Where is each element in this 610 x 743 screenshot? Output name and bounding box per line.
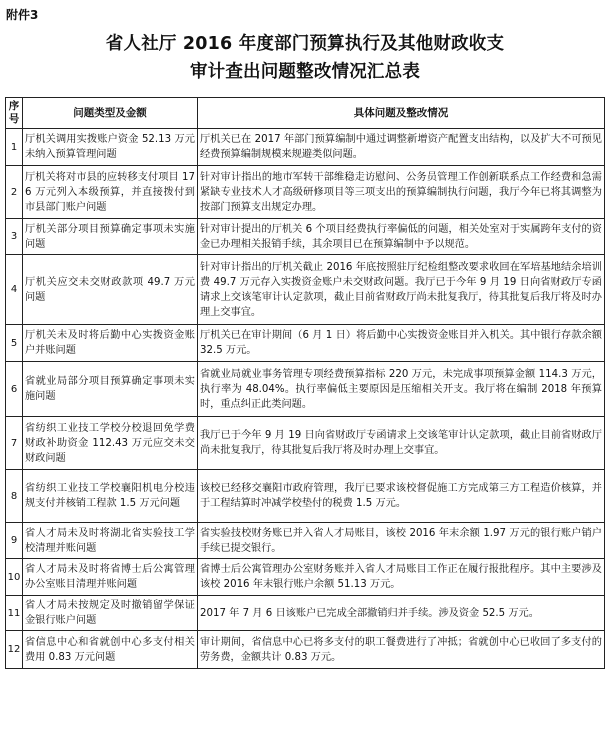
row-seq: 10 <box>6 559 23 596</box>
row-details: 省就业局就业事务管理专项经费预算指标 220 万元，未完成事项预算金额 114.3 万元，执行率为 48.04%。执行率偏低主要原因是压缩相关开支。我厅将在编制 2018 年预算时，重点纠正此类问题。 <box>198 362 605 417</box>
row-details: 针对审计提出的厅机关 6 个项目经费执行率偏低的问题，相关处室对于实属跨年支付的资金已办理相关报销手续，其余项目已在预算编制中予以规范。 <box>198 219 605 255</box>
row-problem-type: 厅机关应交未交财政款项 49.7 万元问题 <box>23 255 198 325</box>
row-details: 厅机关已在审计期间（6 月 1 日）将后勤中心实拨资金账目并入机关。其中银行存款余额 32.5 万元。 <box>198 325 605 362</box>
row-problem-type: 省纺织工业技工学校分校退回免学费财政补助资金 112.43 万元应交未交财政问题 <box>23 417 198 470</box>
table-row <box>6 166 605 219</box>
table-header-row <box>6 98 605 129</box>
row-details: 针对审计指出的厅机关截止 2016 年底按照驻厅纪检组整改要求收回在军培基地结余培训费 49.7 万元存入实拨资金账户未交财政问题。我厅已于今年 9 月 19 日向省财政厅专函请求上交该笔审计认定款项，截止目前省财政厅尚未批复我厅，待其批复后我厅将及时办理上交事宜。 <box>198 255 605 325</box>
table-row <box>6 596 605 631</box>
header-seq <box>6 98 23 129</box>
header-problem-type: 问题类型及金额 <box>23 98 198 129</box>
row-problem-type: 厅机关将对市县的应转移支付项目 176 万元列入本级预算，并直接拨付到市县部门账户问题 <box>23 166 198 219</box>
row-problem-type: 厅机关部分项目预算确定事项未实施问题 <box>23 219 198 255</box>
table-row <box>6 631 605 669</box>
row-details: 针对审计指出的地市军转干部维稳走访慰问、公务员管理工作创新联系点工作经费和急需紧缺专业技术人才高级研修项目等三项支出的预算编制执行问题，我厅今年已将其调整为按部门预算支出规定办理。 <box>198 166 605 219</box>
row-details: 省实验技校财务账已并入省人才局账目，该校 2016 年末余额 1.97 万元的银行账户销户手续已提交银行。 <box>198 523 605 559</box>
row-problem-type: 省信息中心和省就创中心多支付相关费用 0.83 万元问题 <box>23 631 198 669</box>
row-details: 厅机关已在 2017 年部门预算编制中通过调整新增资产配置支出结构，以及扩大不可预见经费预算编制规模来规避类似问题。 <box>198 129 605 166</box>
row-details: 审计期间，省信息中心已将多支付的职工餐费进行了冲抵；省就创中心已收回了多支付的劳务费，金额共计 0.83 万元。 <box>198 631 605 669</box>
table-row <box>6 255 605 325</box>
table-row <box>6 362 605 417</box>
row-seq: 11 <box>6 596 23 631</box>
audit-rectification-table <box>5 97 605 669</box>
header-seq-line-2: 号 <box>8 113 20 125</box>
attachment-label: 附件3 <box>6 8 39 22</box>
table-row <box>6 470 605 523</box>
document-title-line-1: 省人社厅 2016 年度部门预算执行及其他财政收支 <box>105 34 505 54</box>
row-details: 省博士后公寓管理办公室财务账并入省人才局账目工作正在履行报批程序。其中主要涉及该校 2016 年末银行账户余额 51.13 万元。 <box>198 559 605 596</box>
row-problem-type: 厅机关调用实拨账户资金 52.13 万元未纳入预算管理问题 <box>23 129 198 166</box>
table-row <box>6 417 605 470</box>
document-title-line-2: 审计查出问题整改情况汇总表 <box>189 62 421 82</box>
header-seq-line-1: 序 <box>8 100 20 112</box>
row-problem-type: 省纺织工业技工学校襄阳机电分校违规支付并核销工程款 1.5 万元问题 <box>23 470 198 523</box>
row-problem-type: 省人才局未及时将省博士后公寓管理办公室账目清理并账问题 <box>23 559 198 596</box>
row-details: 我厅已于今年 9 月 19 日向省财政厅专函请求上交该笔审计认定款项，截止目前省财政厅尚未批复我厅，待其批复后我厅将及时办理上交事宜。 <box>198 417 605 470</box>
row-seq: 9 <box>6 523 23 559</box>
row-seq: 8 <box>6 470 23 523</box>
row-problem-type: 省就业局部分项目预算确定事项未实施问题 <box>23 362 198 417</box>
table-row <box>6 559 605 596</box>
table-row <box>6 523 605 559</box>
row-seq: 1 <box>6 129 23 166</box>
row-seq: 5 <box>6 325 23 362</box>
row-problem-type: 省人才局未按规定及时撤销留学保证金银行账户问题 <box>23 596 198 631</box>
header-details: 具体问题及整改情况 <box>198 98 605 129</box>
row-seq: 3 <box>6 219 23 255</box>
table-row <box>6 219 605 255</box>
row-seq: 7 <box>6 417 23 470</box>
row-seq: 4 <box>6 255 23 325</box>
row-seq: 2 <box>6 166 23 219</box>
row-seq: 12 <box>6 631 23 669</box>
table-row <box>6 325 605 362</box>
row-seq: 6 <box>6 362 23 417</box>
row-details: 2017 年 7 月 6 日该账户已完成全部撤销归并手续。涉及资金 52.5 万元。 <box>198 596 605 631</box>
row-details: 该校已经移交襄阳市政府管理，我厅已要求该校督促施工方完成第三方工程造价核算，并于工程结算时冲减学校垫付的税费 1.5 万元。 <box>198 470 605 523</box>
table-row <box>6 129 605 166</box>
row-problem-type: 省人才局未及时将湖北省实验技工学校清理并账问题 <box>23 523 198 559</box>
row-problem-type: 厅机关未及时将后勤中心实拨资金账户并账问题 <box>23 325 198 362</box>
